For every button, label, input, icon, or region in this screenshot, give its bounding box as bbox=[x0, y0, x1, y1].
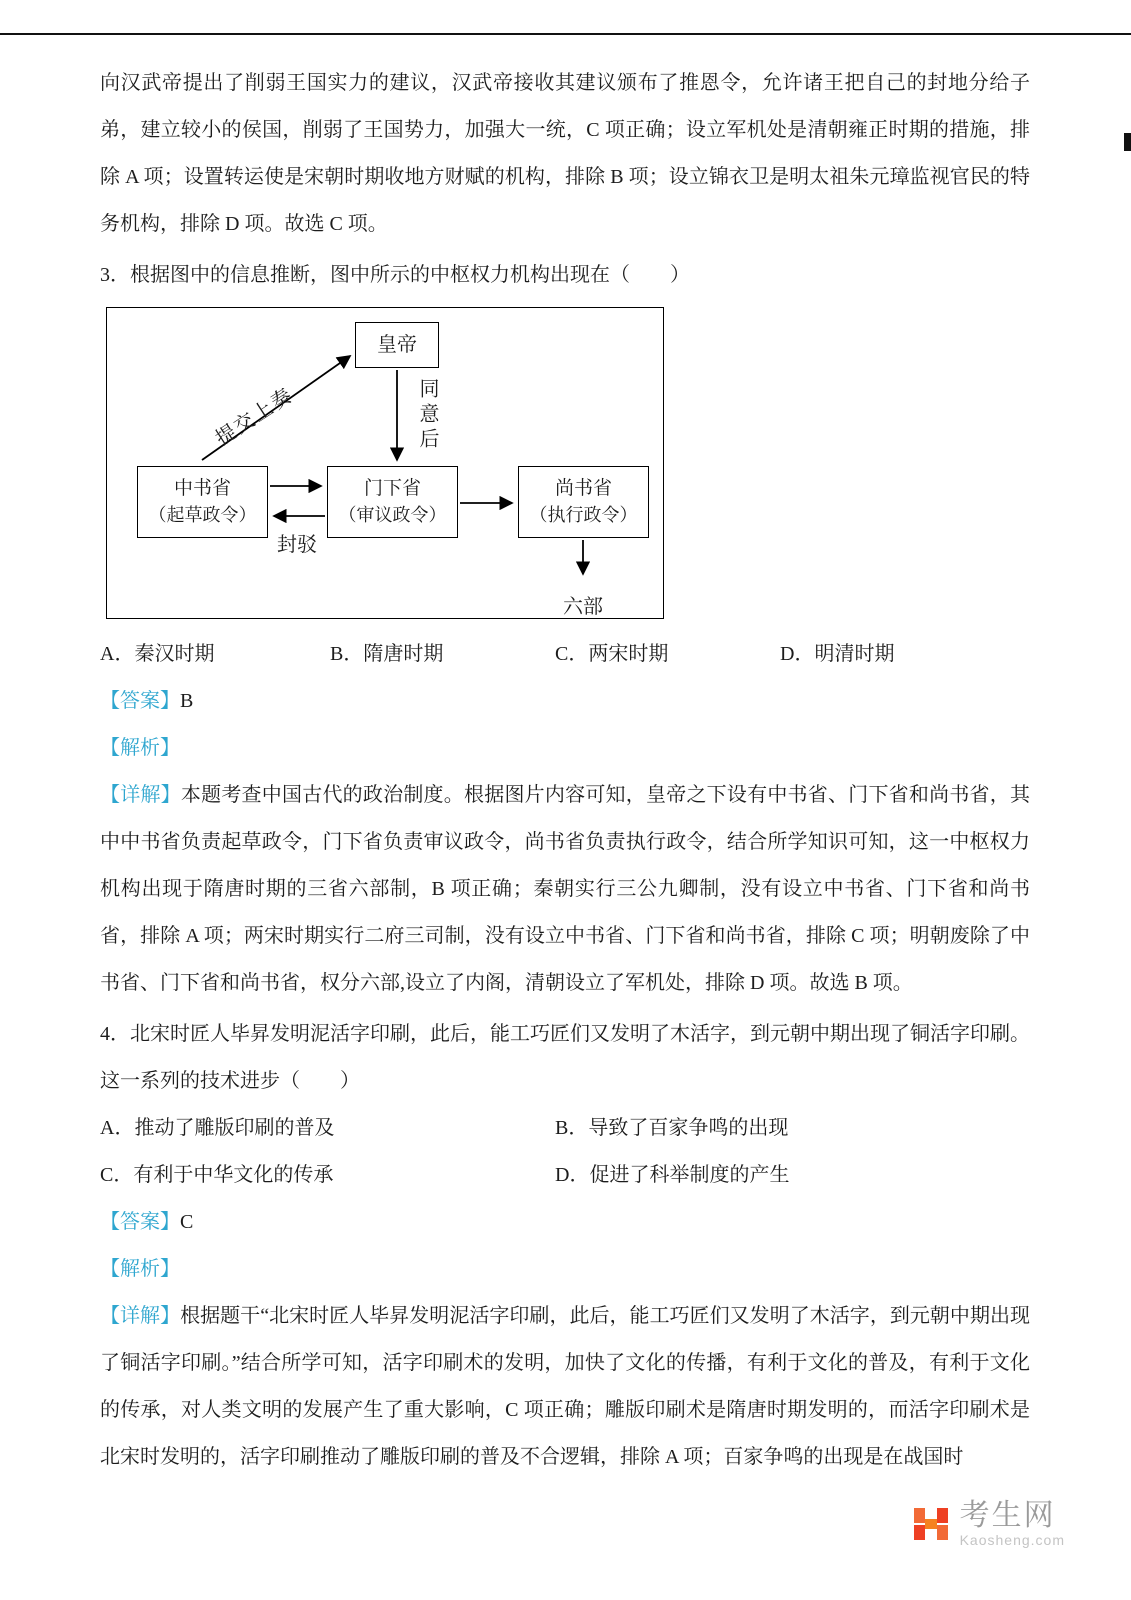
q3-answer-line bbox=[100, 678, 1030, 725]
diagram-after-approval-label: 同意后 bbox=[416, 378, 438, 453]
watermark-site-url: Kaosheng.com bbox=[959, 1532, 1065, 1548]
menxia-role: （审议政令） bbox=[338, 505, 447, 525]
q2-explanation-continued: 向汉武帝提出了削弱王国实力的建议，汉武帝接收其建议颁布了推恩令，允许诸王把自己的封地分给子弟，建立较小的侯国，削弱了王国势力，加强大一统，C 项正确；设立军机处是清朝雍正时期的措施，排除 A 项；设置转运使是宋朝时期收地方财赋的机构，排除 B 项；设立锦衣卫是明太祖朱元璋监视官民的特务机构，排除 D 项。故选 C 项。 bbox=[100, 72, 1030, 235]
watermark-text-block bbox=[960, 1500, 1065, 1548]
q4-options bbox=[100, 1105, 1030, 1199]
q4-option-d: D．促进了科举制度的产生 bbox=[555, 1164, 790, 1186]
watermark-site-name: 考生网 bbox=[959, 1499, 1056, 1532]
q3-answer-value: B bbox=[180, 690, 194, 712]
q4-option-b: B．导致了百家争鸣的出现 bbox=[555, 1117, 789, 1139]
diagram-submit-memorial-label: 提交上奏 bbox=[211, 383, 298, 451]
diagram-shangshu-box bbox=[518, 466, 649, 538]
q3-stem: 3．根据图中的信息推断，图中所示的中枢权力机构出现在（ ） bbox=[100, 264, 690, 286]
q3-analysis-line bbox=[100, 725, 1030, 772]
q3-option-d: D．明清时期 bbox=[780, 643, 895, 665]
diagram-emperor-box bbox=[355, 322, 439, 368]
q4-detail-paragraph bbox=[100, 1293, 1030, 1481]
q3-detail-text: 本题考查中国古代的政治制度。根据图片内容可知，皇帝之下设有中书省、门下省和尚书省，其中中书省负责起草政令，门下省负责审议政令，尚书省负责执行政令，结合所学知识可知，这一中枢权力机构出现于隋唐时期的三省六部制，B 项正确；秦朝实行三公九卿制，没有设立中书省、门下省和尚书省，排除 A 项；两宋时期实行二府三司制，没有设立中书省、门下省和尚书省，排除 C 项；明朝废除了中书省、门下省和尚书省，权分六部,设立了内阁，清朝设立了军机处，排除 D 项。故选 B 项。 bbox=[100, 784, 1031, 994]
zhongshu-role: （起草政令） bbox=[148, 505, 257, 525]
q3-answer-tag: 【答案】 bbox=[100, 690, 180, 712]
diagram-menxia-box bbox=[327, 466, 458, 538]
kaosheng-watermark bbox=[911, 1500, 1065, 1548]
shangshu-role: （执行政令） bbox=[529, 505, 638, 525]
diagram-fengbo-label: 封驳 bbox=[277, 534, 317, 556]
q4-detail-tag: 【详解】 bbox=[100, 1305, 181, 1327]
shangshu-name: 尚书省 bbox=[554, 478, 612, 499]
kaosheng-logo-icon bbox=[911, 1504, 951, 1544]
q3-analysis-tag: 【解析】 bbox=[100, 737, 180, 759]
q4-detail-text: 根据题干“北宋时匠人毕昇发明泥活字印刷，此后，能工巧匠们又发明了木活字，到元朝中期出现了铜活字印刷。”结合所学可知，活字印刷术的发明，加快了文化的传播，有利于文化的普及，有利于文化的传承，对人类文明的发展产生了重大影响，C 项正确；雕版印刷术是隋唐时期发明的，而活字印刷术是北宋时发明的，活字印刷推动了雕版印刷的普及不合逻辑，排除 A 项；百家争鸣的出现是在战国时 bbox=[100, 1305, 1030, 1468]
q4-stem: 4．北宋时匠人毕昇发明泥活字印刷，此后，能工巧匠们又发明了木活字，到元朝中期出现了铜活字印刷。这一系列的技术进步（ ） bbox=[100, 1023, 1030, 1092]
emperor-label: 皇帝 bbox=[377, 333, 417, 356]
q3-options bbox=[100, 631, 1030, 678]
q3-detail-tag: 【详解】 bbox=[100, 784, 181, 806]
q4-answer-value: C bbox=[180, 1211, 194, 1233]
q4-answer-line bbox=[100, 1199, 1030, 1246]
diagram-zhongshu-box bbox=[137, 466, 268, 538]
q4-answer-tag: 【答案】 bbox=[100, 1211, 180, 1233]
q3-option-a: A．秦汉时期 bbox=[100, 643, 215, 665]
q4-option-c: C．有利于中华文化的传承 bbox=[100, 1164, 334, 1186]
three-departments-diagram bbox=[106, 307, 664, 619]
q3-option-b: B．隋唐时期 bbox=[330, 643, 444, 665]
q3-option-c: C．两宋时期 bbox=[555, 643, 669, 665]
zhongshu-name: 中书省 bbox=[173, 478, 231, 499]
q4-analysis-line bbox=[100, 1246, 1030, 1293]
q4-option-a: A．推动了雕版印刷的普及 bbox=[100, 1117, 335, 1139]
q4-analysis-tag: 【解析】 bbox=[100, 1258, 180, 1280]
q3-detail-paragraph bbox=[100, 772, 1030, 1007]
menxia-name: 门下省 bbox=[363, 478, 421, 499]
diagram-six-ministries-label: 六部 bbox=[563, 596, 603, 618]
